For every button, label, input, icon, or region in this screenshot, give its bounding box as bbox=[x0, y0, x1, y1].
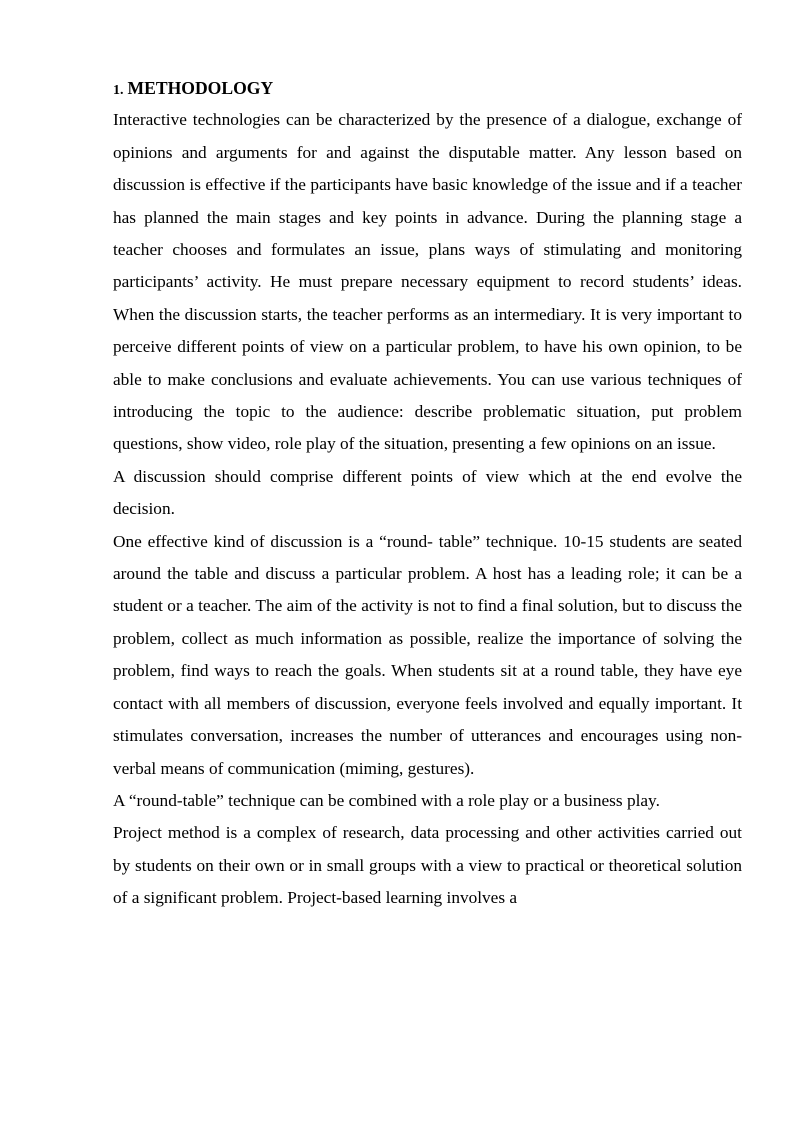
document-page bbox=[113, 72, 742, 915]
paragraph-discussion-points: A discussion should comprise different points of view which at the end evolve the decision. bbox=[113, 466, 742, 519]
paragraph-interactive-technologies: Interactive technologies can be characterized by the presence of a dialogue, exchange of opinions and arguments for and against the disputable matter. Any lesson based on discussion is effective if the participants have basic knowledge of the issue and if a teacher has planned the main stages and key points in advance. During the planning stage a teacher chooses and formulates an issue, plans ways of stimulating and monitoring participants’ activity. He must prepare necessary equipment to record students’ ideas. When the discussion starts, the teacher performs as an intermediary. It is very important to perceive different points of view on a particular problem, to have his own opinion, to be able to make conclusions and evaluate achievements. You can use various techniques of introducing the topic to the audience: describe problematic situation, put problem questions, show video, role play of the situation, presenting a few opinions on an issue. bbox=[113, 110, 742, 454]
paragraph-round-table-combined: A “round-table” technique can be combined with a role play or a business play. bbox=[113, 790, 660, 810]
section-number: 1. bbox=[113, 83, 124, 98]
section-heading bbox=[113, 72, 742, 104]
section-title: METHODOLOGY bbox=[127, 78, 274, 98]
paragraph-project-method: Project method is a complex of research, data processing and other activities carried out by students on their own or in small groups with a view to practical or theoretical solution of a significant problem. Project-based learning involves a bbox=[113, 823, 742, 908]
paragraph-round-table: One effective kind of discussion is a “round- table” technique. 10-15 students are seated around the table and discuss a particular problem. A host has a leading role; it can be a student or a teacher. The aim of the activity is not to find a final solution, but to discuss the problem, collect as much information as possible, realize the importance of solving the problem, find ways to reach the goals. When students sit at a round table, they have eye contact with all members of discussion, everyone feels involved and equally important. It stimulates conversation, increases the number of utterances and encourages using non-verbal means of communication (miming, gestures). bbox=[113, 531, 742, 778]
